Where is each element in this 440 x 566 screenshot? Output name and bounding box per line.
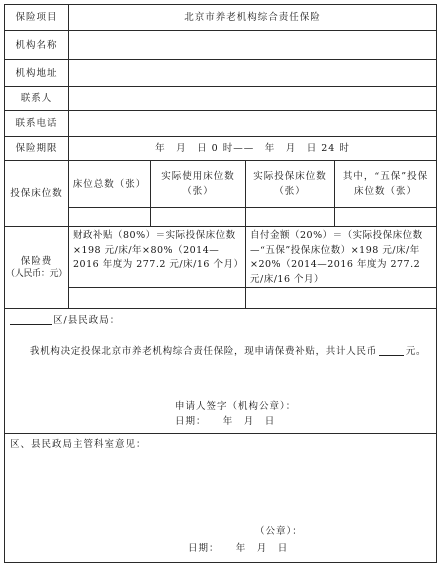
row-premium-amounts <box>5 288 437 309</box>
org-name-label-cell <box>5 31 69 60</box>
insured-beds-label: 投保床位数 <box>10 188 63 199</box>
subsidy-formula: 财政补贴（80%）＝实际投保床位数×198 元/床/年×80%（2014—2016 年度为 277.2 元/床/16 个月） <box>73 230 244 270</box>
used-beds-value-cell <box>151 208 246 227</box>
row-insurance-item <box>5 5 437 31</box>
insurance-period-value-cell <box>69 137 437 161</box>
insurance-application-form <box>4 4 437 563</box>
self-pay-formula: 自付金额（20%）＝（实际投保床位数—“五保”投保床位数）×198 元/床/年×20%（2014—2016 年度为 277.2 元/床/16 个月） <box>250 230 423 285</box>
row-org-name <box>5 31 437 60</box>
amount-blank <box>379 346 404 356</box>
review-section <box>5 434 437 563</box>
contact-person-label: 联系人 <box>20 93 53 104</box>
subsidy-amount-cell <box>69 288 246 309</box>
used-beds-header: 实际使用床位数（张） <box>161 171 235 197</box>
contact-phone-label-cell <box>5 111 69 137</box>
total-beds-header-cell <box>69 161 151 208</box>
insurance-item-label-cell <box>5 5 69 31</box>
review-title: 区、县民政局主管科室意见： <box>10 439 147 450</box>
subsidy-formula-cell <box>69 227 246 288</box>
application-date-line: 日期： 年 月 日 <box>175 416 276 427</box>
insurance-item-label: 保险项目 <box>15 12 58 23</box>
premium-unit: （人民币：元） <box>6 268 67 279</box>
wubao-beds-header-cell <box>335 161 437 208</box>
insured-beds-label-cell <box>5 161 69 227</box>
row-contact-phone <box>5 111 437 137</box>
used-beds-header-cell <box>151 161 246 208</box>
review-date-line: 日期： 年 月 日 <box>188 543 289 554</box>
row-premium-formulas <box>5 227 437 288</box>
row-insured-beds-header <box>5 161 437 208</box>
contact-person-value-cell <box>69 87 437 111</box>
application-body-end: 元。 <box>405 346 427 357</box>
insurance-period-label-cell <box>5 137 69 161</box>
premium-label: 保险费 <box>20 255 53 267</box>
insurance-period-value: 年 月 日 0 时—— 年 月 日 24 时 <box>155 143 350 154</box>
total-beds-header: 床位总数（张） <box>72 178 147 190</box>
insurance-item-value: 北京市养老机构综合责任保险 <box>184 12 321 23</box>
row-review <box>5 434 437 563</box>
district-blank <box>10 315 52 325</box>
contact-person-label-cell <box>5 87 69 111</box>
insurance-period-label: 保险期限 <box>15 143 58 154</box>
row-contact-person <box>5 87 437 111</box>
total-beds-value-cell <box>69 208 151 227</box>
self-pay-formula-cell <box>246 227 437 288</box>
row-org-address <box>5 60 437 87</box>
org-name-value-cell <box>69 31 437 60</box>
application-body-line <box>30 345 426 358</box>
application-body-text: 我机构决定投保北京市养老机构综合责任保险，现申请保费补贴，共计人民币 <box>30 346 377 357</box>
org-address-label: 机构地址 <box>15 67 58 79</box>
application-section <box>5 309 437 434</box>
row-application <box>5 309 437 434</box>
review-seal-label: （公章）： <box>255 526 303 537</box>
wubao-beds-value-cell <box>335 208 437 227</box>
self-pay-amount-cell <box>246 288 437 309</box>
addressee-text: 区/县民政局： <box>53 315 121 326</box>
wubao-beds-header: 其中，“五保”投保床位数（张） <box>342 171 429 197</box>
row-insured-beds-values <box>5 208 437 227</box>
row-insurance-period <box>5 137 437 161</box>
contact-phone-value-cell <box>69 111 437 137</box>
org-address-label-cell <box>5 60 69 87</box>
org-address-value-cell <box>69 60 437 87</box>
contact-phone-label: 联系电话 <box>15 118 58 129</box>
insurance-item-value-cell <box>69 5 437 31</box>
applicant-signature-label: 申请人签字（机构公章）： <box>175 401 297 412</box>
addressee-line <box>10 314 120 327</box>
insured-beds-value-cell <box>246 208 335 227</box>
insured-beds-header-cell <box>246 161 335 208</box>
insured-beds-header: 实际投保床位数（张） <box>253 171 327 197</box>
org-name-label: 机构名称 <box>15 39 58 51</box>
premium-label-cell <box>5 227 69 309</box>
